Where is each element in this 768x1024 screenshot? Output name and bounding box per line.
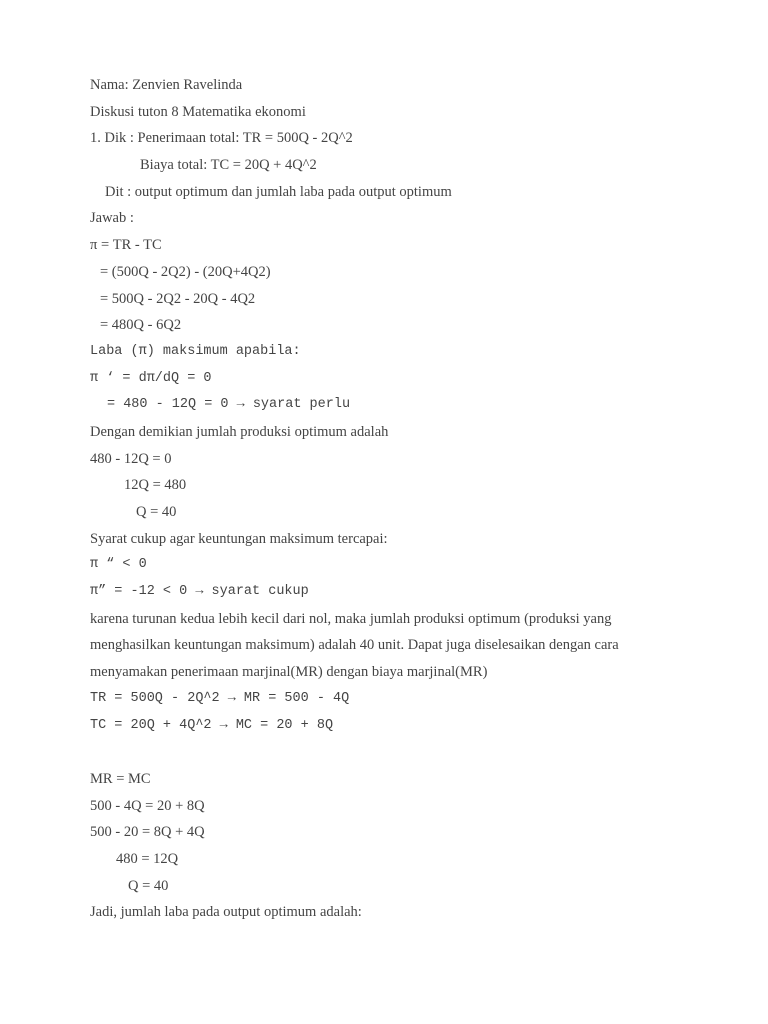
line-paragraph-3: menyamakan penerimaan marjinal(MR) dengan biaya marjinal(MR)	[90, 664, 488, 681]
line-mr: TR = 500Q - 2Q^2 → MR = 500 - 4Q	[90, 690, 350, 706]
line-first-derivative: π ‘ = dπ/dQ = 0	[90, 370, 212, 386]
line-given-tr: 1. Dik : Penerimaan total: TR = 500Q - 2Q^2	[90, 130, 353, 147]
line-sufficient-condition: π” = -12 < 0 → syarat cukup	[90, 584, 309, 600]
line-mr-mc-step1: 500 - 4Q = 20 + 8Q	[90, 797, 205, 814]
line-title: Diskusi tuton 8 Matematika ekonomi	[90, 103, 306, 120]
line-solve-1: 480 - 12Q = 0	[90, 450, 172, 467]
line-mr-mc-step3: 480 = 12Q	[116, 850, 179, 867]
line-profit-step3: = 480Q - 6Q2	[100, 317, 182, 334]
line-conclusion: Jadi, jumlah laba pada output optimum adalah:	[90, 904, 362, 921]
line-necessary-condition: = 480 - 12Q = 0 → syarat perlu	[107, 397, 351, 413]
line-mr-mc-step2: 500 - 20 = 8Q + 4Q	[90, 824, 205, 841]
line-sufficient-intro: Syarat cukup agar keuntungan maksimum tercapai:	[90, 530, 388, 547]
document-body	[90, 72, 690, 926]
line-second-derivative: π “ < 0	[90, 557, 147, 573]
line-profit-def: π = TR - TC	[90, 237, 162, 254]
line-mr-mc: MR = MC	[90, 770, 151, 787]
line-thus: Dengan demikian jumlah produksi optimum adalah	[90, 423, 389, 440]
line-solve-2: 12Q = 480	[124, 477, 187, 494]
line-mr-mc-step4: Q = 40	[128, 877, 169, 894]
line-blank	[90, 739, 690, 766]
line-answer: Jawab :	[90, 210, 134, 227]
line-paragraph-1: karena turunan kedua lebih kecil dari nol, maka jumlah produksi optimum (produksi yang	[90, 610, 612, 627]
line-profit-step1: = (500Q - 2Q2) - (20Q+4Q2)	[100, 263, 271, 280]
line-paragraph-2: menghasilkan keuntungan maksimum) adalah 40 unit. Dapat juga diselesaikan dengan cara	[90, 637, 619, 654]
line-solve-3: Q = 40	[136, 504, 177, 520]
line-max-condition: Laba (π) maksimum apabila:	[90, 343, 301, 359]
line-mc: TC = 20Q + 4Q^2 → MC = 20 + 8Q	[90, 717, 334, 733]
line-asked: Dit : output optimum dan jumlah laba pada output optimum	[105, 183, 452, 200]
line-name: Nama: Zenvien Ravelinda	[90, 77, 243, 93]
line-given-tc: Biaya total: TC = 20Q + 4Q^2	[140, 157, 317, 174]
line-profit-step2: = 500Q - 2Q2 - 20Q - 4Q2	[100, 290, 256, 307]
